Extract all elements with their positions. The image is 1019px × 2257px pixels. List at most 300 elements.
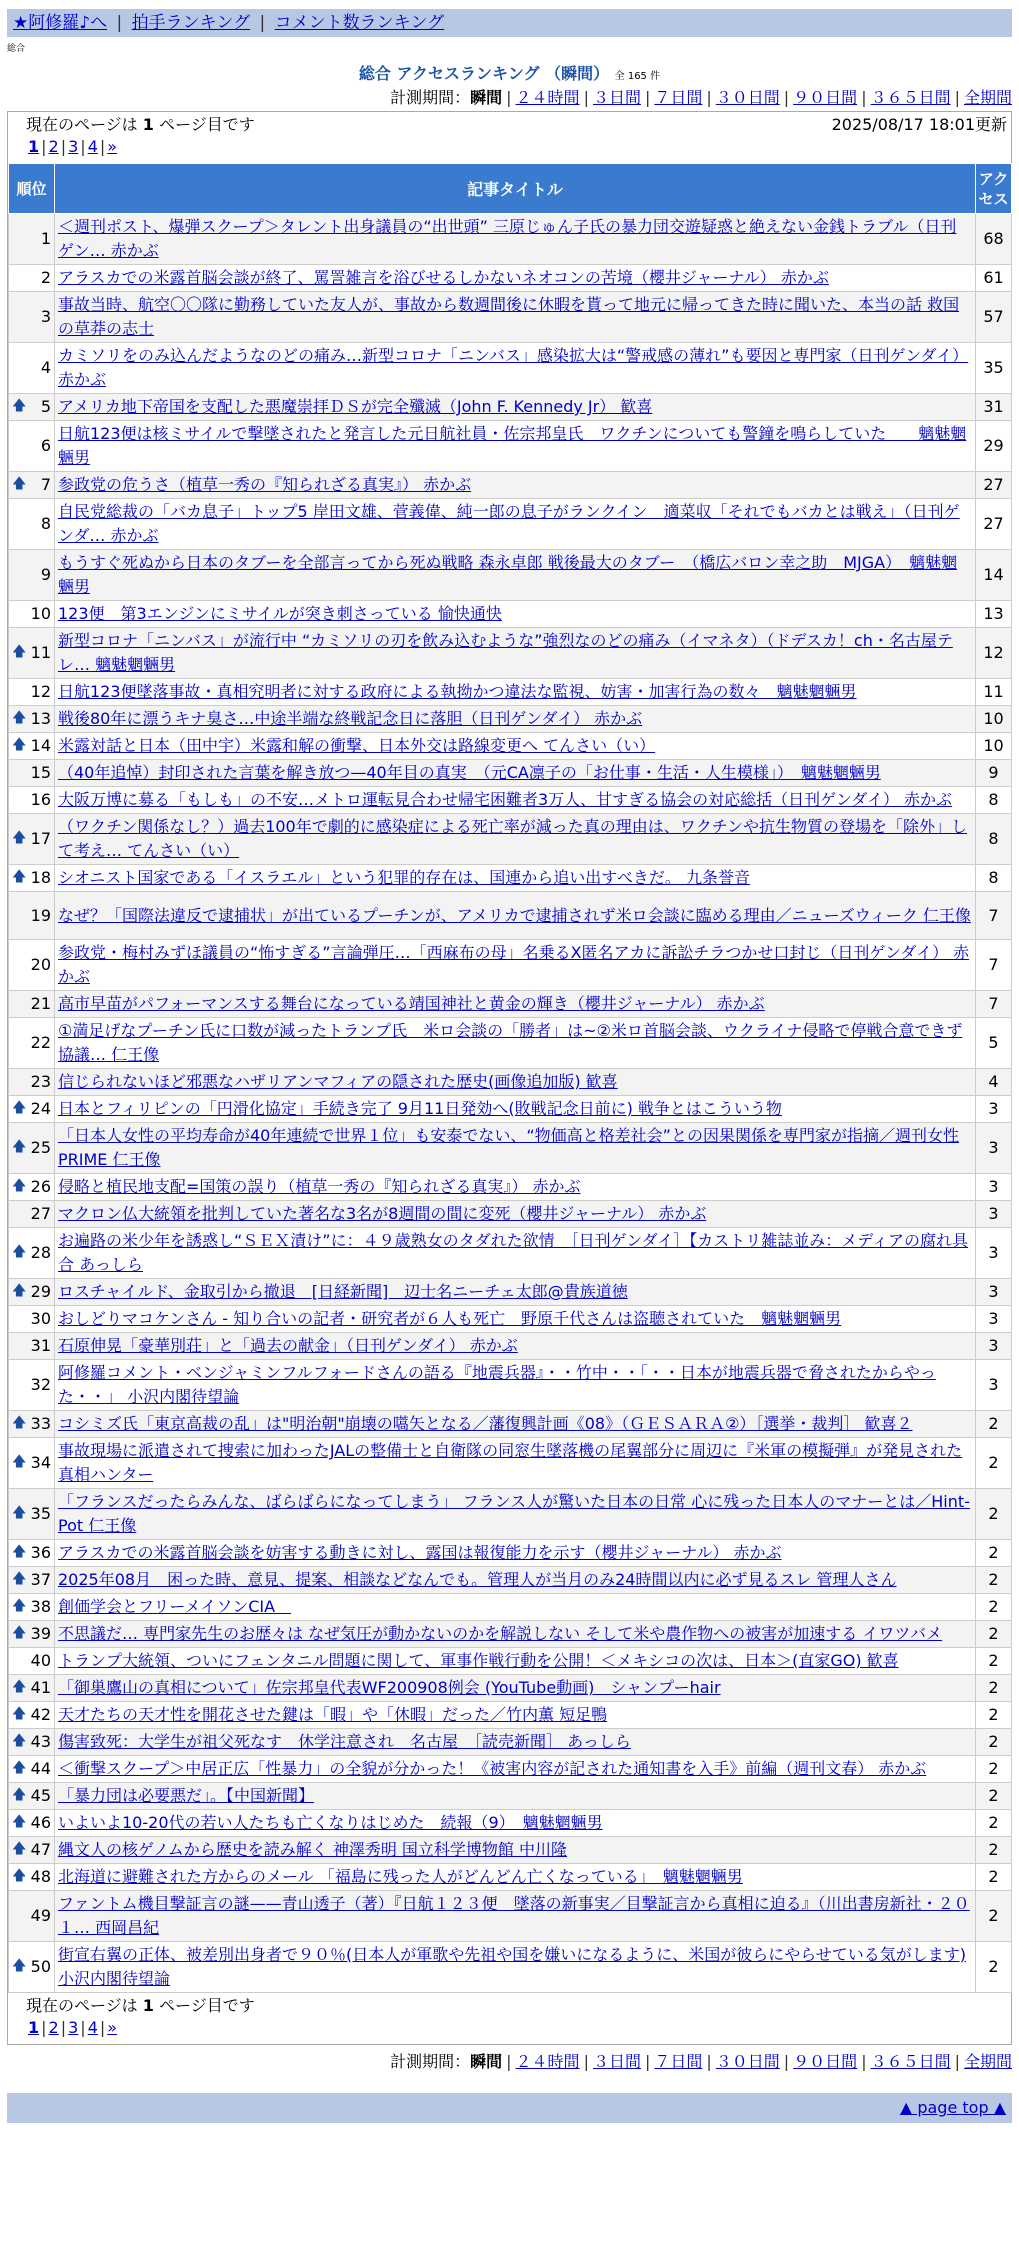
rank-cell (9, 1864, 55, 1891)
rank-up-arrow-icon: 🡅 (12, 1178, 27, 1194)
article-link[interactable]: 「御巣鷹山の真相について」佐宗邦皇代表WF200908例会 (YouTube動画) シャンプーhair (58, 1678, 721, 1697)
rank-cell (9, 550, 55, 601)
access-count: 2 (976, 1702, 1012, 1729)
period-link[interactable]: ７日間 (654, 2052, 703, 2071)
title-cell (55, 394, 976, 421)
access-count: 3 (976, 1228, 1012, 1279)
article-link[interactable]: アメリカ地下帝国を支配した悪魔崇拝ＤＳが完全殲滅（John F. Kennedy Jr） 歓喜 (58, 397, 653, 416)
period-link[interactable]: ７日間 (654, 88, 703, 107)
page-link[interactable]: 3 (68, 2018, 79, 2037)
rank-number: 17 (30, 829, 51, 848)
title-cell (55, 1594, 976, 1621)
title-header: 記事タイトル (55, 164, 976, 214)
access-count: 2 (976, 1756, 1012, 1783)
rank-cell (9, 940, 55, 991)
rank-up-arrow-icon: 🡅 (12, 1244, 27, 1260)
current-page-number: 1 (142, 1996, 154, 2015)
rank-up-arrow-icon: 🡅 (12, 398, 27, 414)
article-link[interactable]: 米露対話と日本（田中宇）米露和解の衝撃、日本外交は路線変更へ てんさい（い） (58, 736, 656, 755)
table-row (9, 706, 1012, 733)
period-separator: | (706, 2052, 712, 2071)
table-row (9, 1567, 1012, 1594)
table-row (9, 1837, 1012, 1864)
article-link[interactable]: 2025年08月 困った時、意見、提案、相談などなんでも。管理人が当月のみ24時間以内に必ず見るスレ 管理人さん (58, 1570, 897, 1589)
rank-up-arrow-icon: 🡅 (12, 1841, 27, 1857)
article-link[interactable]: ＜衝撃スクープ＞中居正広「性暴力」の全貌が分かった！《被害内容が記された通知書を入手》前編（週刊文春） 赤かぶ (58, 1759, 927, 1778)
nav-separator: | (116, 13, 123, 33)
table-row (9, 1729, 1012, 1756)
footer-bar (7, 2093, 1012, 2123)
rank-up-arrow-icon: 🡅 (12, 1706, 27, 1722)
rank-cell (9, 1174, 55, 1201)
page-link[interactable]: 2 (48, 137, 59, 156)
page-link-current[interactable]: 1 (28, 2018, 40, 2037)
access-count: 2 (976, 1729, 1012, 1756)
page-link-current[interactable]: 1 (28, 137, 40, 156)
period-separator: | (783, 2052, 790, 2071)
title-cell (55, 1837, 976, 1864)
nav-separator: | (259, 13, 266, 33)
rank-number: 19 (30, 905, 51, 925)
article-link[interactable]: 「暴力団は必要悪だ」。【中国新聞】 (58, 1786, 315, 1805)
article-link[interactable]: 北海道に避難された方からのメール 「福島に残った人がどんどん亡くなっている」 魑魅魍魎男 (58, 1867, 743, 1886)
article-link[interactable]: なぜ？「国際法違反で逮捕状」が出ているプーチンが、アメリカで逮捕されず米ロ会談に臨める理由／ニューズウィーク 仁王像 (58, 905, 971, 925)
rank-number: 15 (30, 763, 51, 782)
rank-cell (9, 706, 55, 733)
comment-ranking-link[interactable]: コメント数ランキング (274, 13, 445, 33)
rank-up-arrow-icon: 🡅 (12, 1544, 27, 1560)
title-cell (55, 1942, 976, 1993)
period-link[interactable]: ３６５日間 (870, 88, 951, 107)
title-cell (55, 1540, 976, 1567)
table-row (9, 1174, 1012, 1201)
title-cell (55, 1123, 976, 1174)
article-link[interactable]: ①満足げなプーチン氏に口数が減ったトランプ氏 米ロ会談の「勝者」は~②米ロ首脳会談、ウクライナ侵略で停戦合意できず 協議… 仁王像 (58, 1021, 963, 1064)
table-row (9, 394, 1012, 421)
access-count: 35 (976, 343, 1012, 394)
rank-number: 47 (30, 1840, 51, 1859)
title-cell (55, 628, 976, 679)
rank-number: 5 (40, 397, 51, 416)
rank-cell (9, 733, 55, 760)
period-link[interactable]: ３日間 (592, 2052, 641, 2071)
table-row (9, 991, 1012, 1018)
rank-up-arrow-icon: 🡅 (12, 1598, 27, 1614)
title-cell (55, 1174, 976, 1201)
access-count: 27 (976, 499, 1012, 550)
title-cell (55, 1306, 976, 1333)
period-label: 計測期間： (390, 88, 471, 107)
period-separator: | (861, 2052, 867, 2071)
table-row (9, 1096, 1012, 1123)
page-separator: | (80, 2018, 86, 2037)
table-row (9, 1942, 1012, 1993)
access-count: 27 (976, 472, 1012, 499)
table-row (9, 343, 1012, 394)
access-count: 12 (976, 628, 1012, 679)
title-cell (55, 1018, 976, 1069)
access-count: 8 (976, 814, 1012, 865)
rank-up-arrow-icon: 🡅 (12, 1415, 27, 1431)
rank-cell (9, 214, 55, 265)
title-cell (55, 1810, 976, 1837)
rank-cell (9, 1891, 55, 1942)
rank-cell (9, 1621, 55, 1648)
article-link[interactable]: アラスカでの米露首脳会談が終了、罵詈雑言を浴びせるしかないネオコンの苦境（櫻井ジャーナル） 赤かぶ (58, 268, 829, 287)
rank-number: 29 (30, 1282, 51, 1301)
access-count: 7 (976, 940, 1012, 991)
access-count: 2 (976, 1675, 1012, 1702)
table-row (9, 787, 1012, 814)
table-row (9, 679, 1012, 706)
period-link[interactable]: ２４時間 (515, 2052, 580, 2071)
page-separator: | (41, 137, 47, 156)
rank-number: 12 (30, 682, 51, 701)
table-row (9, 1333, 1012, 1360)
rank-cell (9, 265, 55, 292)
access-count: 57 (976, 292, 1012, 343)
rank-number: 50 (30, 1957, 51, 1976)
article-link[interactable]: 「日本人女性の平均寿命が40年連続で世界１位」も安泰でない、“物価高と格差社会”との因果関係を専門家が指摘／週刊女性PRIME 仁王像 (58, 1126, 959, 1169)
article-link[interactable]: 日航123便は核ミサイルで撃墜されたと発言した元日航社員・佐宗邦皇氏 ワクチンについても警鐘を鳴らしていた 魑魅魍魎男 (58, 424, 967, 467)
rank-number: 1 (40, 229, 51, 248)
article-link[interactable]: 街宣右翼の正体、被差別出身者で９０％(日本人が軍歌や先祖や国を嫌いになるように、米国が彼らにやらせている気がします) 小沢内閣待望論 (58, 1945, 967, 1988)
title-cell (55, 991, 976, 1018)
table-row (9, 1489, 1012, 1540)
table-row (9, 1306, 1012, 1333)
period-current: 瞬間 (470, 88, 503, 107)
ranking-title: 総合 アクセスランキング （瞬間） (358, 64, 610, 83)
article-link[interactable]: ＜週刊ポスト、爆弾スクープ＞タレント出身議員の“出世頭” 三原じゅん子氏の暴力団交遊疑惑と絶えない金銭トラブル（日刊ゲン… 赤かぶ (58, 217, 957, 260)
title-cell (55, 343, 976, 394)
title-cell (55, 1891, 976, 1942)
title-cell (55, 1489, 976, 1540)
page-link[interactable]: 4 (87, 2018, 98, 2037)
access-count: 2 (976, 1783, 1012, 1810)
rank-number: 20 (30, 955, 51, 974)
rank-number: 26 (30, 1177, 51, 1196)
rank-cell (9, 1594, 55, 1621)
period-link[interactable]: 全期間 (963, 88, 1012, 107)
rank-cell (9, 1675, 55, 1702)
title-cell (55, 214, 976, 265)
table-row (9, 865, 1012, 892)
rank-number: 33 (30, 1414, 51, 1433)
article-link[interactable]: 123便 第3エンジンにミサイルが突き刺さっている 愉快通快 (58, 604, 502, 623)
title-cell (55, 292, 976, 343)
article-link[interactable]: 参政党の危うさ（植草一秀の『知られざる真実』） 赤かぶ (58, 475, 472, 494)
access-count: 2 (976, 1540, 1012, 1567)
rank-up-arrow-icon: 🡅 (12, 1625, 27, 1641)
rank-cell (9, 1306, 55, 1333)
top-nav-bar (7, 9, 1012, 37)
period-separator: | (583, 88, 589, 107)
rank-number: 16 (30, 790, 51, 809)
pager-bottom (8, 1993, 1011, 2044)
rank-number: 45 (30, 1786, 51, 1805)
period-link[interactable]: ３日間 (592, 88, 641, 107)
period-link[interactable]: 全期間 (963, 2052, 1012, 2071)
title-cell (55, 1069, 976, 1096)
access-count: 7 (976, 991, 1012, 1018)
title-cell (55, 1096, 976, 1123)
period-link[interactable]: ２４時間 (515, 88, 580, 107)
article-link[interactable]: 阿修羅コメント・ベンジャミンフルフォードさんの語る『地震兵器』・・竹中・・「・・日本が地震兵器で脅されたからやった・・」 小沢内閣待望論 (58, 1363, 936, 1406)
title-cell (55, 1201, 976, 1228)
rank-up-arrow-icon: 🡅 (12, 1571, 27, 1587)
article-link[interactable]: 創価学会とフリーメイソンCIA (58, 1597, 292, 1616)
page-link[interactable]: 3 (68, 137, 79, 156)
page-separator: | (60, 2018, 67, 2037)
page-link[interactable]: » (107, 2018, 118, 2037)
rank-number: 21 (30, 994, 51, 1013)
table-row (9, 1675, 1012, 1702)
article-link[interactable]: マクロン仏大統領を批判していた著名な3名が8週間の間に変死（櫻井ジャーナル） 赤かぶ (58, 1204, 707, 1223)
table-row (9, 1438, 1012, 1489)
access-count: 2 (976, 1864, 1012, 1891)
page-link[interactable]: 4 (87, 137, 98, 156)
rank-number: 3 (40, 307, 51, 326)
table-row (9, 421, 1012, 472)
article-link[interactable]: 傷害致死：大学生が祖父死なす 休学注意され 名古屋 ［読売新聞］ あっしら (58, 1732, 631, 1751)
rank-up-arrow-icon: 🡅 (12, 1733, 27, 1749)
access-count: 2 (976, 1810, 1012, 1837)
access-count: 3 (976, 1201, 1012, 1228)
updated-time: 2025/08/17 18:01更新 (831, 115, 1007, 134)
article-link[interactable]: アラスカでの米露首脳会談を妨害する動きに対し、露国は報復能力を示す（櫻井ジャーナル） 赤かぶ (58, 1543, 782, 1562)
rank-up-arrow-icon: 🡅 (12, 1958, 27, 1974)
rank-cell (9, 1018, 55, 1069)
title-cell (55, 421, 976, 472)
rank-number: 24 (30, 1099, 51, 1118)
rank-cell (9, 1729, 55, 1756)
article-link[interactable]: 「フランスだったらみんな、ばらばらになってしまう」 フランス人が驚いた日本の日常 心に残った日本人のマナーとは／Hint-Pot 仁王像 (58, 1492, 970, 1535)
rank-cell (9, 1702, 55, 1729)
period-link[interactable]: ９０日間 (793, 88, 858, 107)
article-link[interactable]: もうすぐ死ぬから日本のタブーを全部言ってから死ぬ戦略 森永卓郎 戦後最大のタブー （橋広バロン幸之助 MJGA） 魑魅魍魎男 (58, 553, 958, 596)
rank-cell (9, 1096, 55, 1123)
clap-ranking-link[interactable]: 拍手ランキング (131, 13, 251, 33)
title-cell (55, 1783, 976, 1810)
rank-number: 49 (30, 1906, 51, 1925)
rank-cell (9, 1123, 55, 1174)
title-cell (55, 1228, 976, 1279)
access-count: 3 (976, 1279, 1012, 1306)
rank-number: 40 (30, 1651, 51, 1670)
table-row (9, 1621, 1012, 1648)
period-separator: | (783, 88, 790, 107)
title-cell (55, 601, 976, 628)
home-link[interactable]: ★阿修羅♪へ (13, 13, 108, 33)
page-separator: | (41, 2018, 47, 2037)
period-separator: | (644, 88, 651, 107)
period-separator: | (506, 2052, 512, 2071)
period-link[interactable]: ９０日間 (793, 2052, 858, 2071)
rank-up-arrow-icon: 🡅 (12, 1139, 27, 1155)
ranking-table (8, 163, 1012, 1993)
table-row (9, 628, 1012, 679)
rank-up-arrow-icon: 🡅 (12, 1505, 27, 1521)
article-link[interactable]: 戦後80年に漂うキナ臭さ…中途半端な終戦記念日に落胆（日刊ゲンダイ） 赤かぶ (58, 709, 643, 728)
access-count: 2 (976, 1594, 1012, 1621)
pager-top (8, 112, 1011, 163)
article-link[interactable]: 日航123便墜落事故・真相究明者に対する政府による執拗かつ違法な監視、妨害・加害行為の数々 魑魅魍魎男 (58, 682, 857, 701)
article-link[interactable]: 参政党・梅村みずほ議員の“怖すぎる”言論弾圧…「西麻布の母」名乗るX匿名アカに訴訟チラつかせ口封じ（日刊ゲンダイ） 赤かぶ (58, 943, 970, 986)
rank-cell (9, 499, 55, 550)
page-top-link[interactable]: ▲ page top ▲ (899, 2098, 1006, 2117)
article-link[interactable]: 新型コロナ「ニンバス」が流行中 “カミソリの刃を飲み込むような”強烈なのどの痛み（イマネタ）（ドデスカ！ch・名古屋テレ… 魑魅魍魎男 (58, 631, 953, 674)
article-link[interactable]: ファントム機目撃証言の謎——青山透子（著）『日航１２３便 墜落の新事実／目撃証言から真相に迫る』（川出書房新社・２０１… 西岡昌紀 (58, 1894, 970, 1937)
rank-number: 10 (30, 604, 51, 623)
rank-number: 9 (40, 565, 51, 584)
article-link[interactable]: 石原伸晃「豪華別荘」と「過去の献金」（日刊ゲンダイ） 赤かぶ (58, 1336, 518, 1355)
access-count: 2 (976, 1621, 1012, 1648)
title-cell (55, 940, 976, 991)
table-row (9, 1018, 1012, 1069)
period-link[interactable]: ３６５日間 (870, 2052, 951, 2071)
table-row (9, 1540, 1012, 1567)
article-link[interactable]: 自民党総裁の「バカ息子」トップ5 岸田文雄、菅義偉、純一郎の息子がランクイン 適菜収「それでもバカとは戦え」（日刊ゲンダ… 赤かぶ (58, 502, 960, 545)
page-links (26, 136, 1001, 158)
page-link[interactable]: » (107, 137, 118, 156)
rank-cell (9, 1540, 55, 1567)
period-link[interactable]: ３０日間 (715, 88, 780, 107)
article-link[interactable]: シオニスト国家である「イスラエル」という犯罪的存在は、国連から追い出すべきだ。 九条誉音 (58, 868, 750, 887)
title-cell (55, 865, 976, 892)
rank-cell (9, 1279, 55, 1306)
rank-cell (9, 1438, 55, 1489)
title-cell (55, 1702, 976, 1729)
title-cell (55, 892, 976, 940)
article-link[interactable]: 事故当時、航空〇〇隊に勤務していた友人が、事故から数週間後に休暇を貰って地元に帰ってきた時に聞いた、本当の話 救国の草莽の志士 (58, 295, 960, 338)
table-row (9, 1864, 1012, 1891)
rank-cell (9, 991, 55, 1018)
article-link[interactable]: 事故現場に派遣されて捜索に加わったJALの整備士と自衛隊の同窓生墜落機の尾翼部分に周辺に『米軍の模擬弾』が発見された 真相ハンター (58, 1441, 963, 1484)
article-link[interactable]: 不思議だ… 専門家先生のお歴々は なぜ気圧が動かないのかを解説しない そして米や農作物への被害が加速する イワツバメ (58, 1624, 943, 1643)
period-separator: | (583, 2052, 589, 2071)
rank-cell (9, 1783, 55, 1810)
title-cell (55, 1333, 976, 1360)
rank-up-arrow-icon: 🡅 (12, 830, 27, 846)
title-cell (55, 1621, 976, 1648)
article-link[interactable]: お遍路の米少年を誘惑し“ＳＥＸ漬け”に：４９歳熟女のタダれた欲情 ［日刊ゲンダイ］【カストリ雑誌並み：メディアの腐れ具合 あっしら (58, 1231, 969, 1274)
rank-number: 28 (30, 1243, 51, 1262)
page-separator: | (80, 137, 86, 156)
table-row (9, 1123, 1012, 1174)
rank-up-arrow-icon: 🡅 (12, 1760, 27, 1776)
current-page-number: 1 (142, 115, 154, 134)
article-link[interactable]: 大阪万博に募る「もしも」の不安…メトロ運転見合わせ帰宅困難者3万人、甘すぎる協会の対応総括（日刊ゲンダイ） 赤かぶ (58, 790, 952, 809)
article-link[interactable]: 信じられないほど邪悪なハザリアンマフィアの隠された歴史(画像追加版) 歓喜 (58, 1072, 618, 1091)
period-separator: | (706, 88, 712, 107)
rank-cell (9, 892, 55, 940)
access-count: 2 (976, 1411, 1012, 1438)
article-link[interactable]: カミソリをのみ込んだようなのどの痛み…新型コロナ「ニンバス」感染拡大は“警戒感の薄れ”も要因と専門家（日刊ゲンダイ） 赤かぶ (58, 346, 969, 389)
access-count: 8 (976, 865, 1012, 892)
title-cell (55, 1648, 976, 1675)
rank-cell (9, 1837, 55, 1864)
period-separator: | (644, 2052, 651, 2071)
page-title (0, 63, 1019, 85)
article-link[interactable]: 侵略と植民地支配=国策の誤り（植草一秀の『知られざる真実』） 赤かぶ (58, 1177, 581, 1196)
table-row (9, 1360, 1012, 1411)
page-link[interactable]: 2 (48, 2018, 59, 2037)
title-cell (55, 679, 976, 706)
table-row (9, 1228, 1012, 1279)
rank-up-arrow-icon: 🡅 (12, 1679, 27, 1695)
article-link[interactable]: （40年追悼）封印された言葉を解き放つ—40年目の真実 （元CA凛子の「お仕事・生活・人生模様」） 魑魅魍魎男 (58, 763, 881, 782)
rank-number: 11 (30, 643, 51, 662)
article-link[interactable]: 高市早苗がパフォーマンスする舞台になっている靖国神社と黄金の輝き（櫻井ジャーナル） 赤かぶ (58, 994, 765, 1013)
rank-cell (9, 292, 55, 343)
article-link[interactable]: 天才たちの天才性を開花させた鍵は「暇」や「休暇」だった／竹内薫 短足鴨 (58, 1705, 608, 1724)
article-link[interactable]: ロスチャイルド、金取引から撤退 [日経新聞] 辺士名ニーチェ太郎@貴族道徳 (58, 1282, 628, 1301)
period-link[interactable]: ３０日間 (715, 2052, 780, 2071)
rank-cell (9, 1942, 55, 1993)
rank-cell (9, 1360, 55, 1411)
table-row (9, 292, 1012, 343)
period-label: 計測期間： (390, 2052, 471, 2071)
article-link[interactable]: （ワクチン関係なし？）過去100年で劇的に感染症による死亡率が減った真の理由は、ワクチンや抗生物質の登場を「除外」して考え… てんさい（い） (58, 817, 967, 860)
rank-number: 39 (30, 1624, 51, 1643)
rank-number: 14 (30, 736, 51, 755)
current-page-text (26, 1995, 1001, 2017)
rank-cell (9, 343, 55, 394)
access-count: 8 (976, 787, 1012, 814)
article-link[interactable]: おしどりマコケンさん - 知り合いの記者・研究者が６人も死亡 野原千代さんは盗聴されていた 魑魅魍魎男 (58, 1309, 842, 1328)
rank-cell (9, 1489, 55, 1540)
current-page-prefix: 現在のページは (26, 115, 138, 134)
access-count: 2 (976, 1648, 1012, 1675)
current-page-suffix: ページ目です (159, 1996, 255, 2015)
rank-up-arrow-icon: 🡅 (12, 1283, 27, 1299)
table-row (9, 550, 1012, 601)
article-link[interactable]: 縄文人の核ゲノムから歴史を読み解く 神澤秀明 国立科学博物館 中川隆 (58, 1840, 568, 1859)
article-link[interactable]: 日本とフィリピンの「円滑化協定」手続き完了 9月11日発効へ(敗戦記念日前に) 戦争とはこういう物 (58, 1099, 782, 1118)
article-link[interactable]: コシミズ氏「東京高裁の乱」は"明治朝"崩壊の嚆矢となる／藩復興計画《08》（ＧＥＳＡＲＡ②）［選挙・裁判］ 歓喜２ (58, 1414, 913, 1433)
title-cell (55, 1360, 976, 1411)
title-cell (55, 1729, 976, 1756)
rank-up-arrow-icon: 🡅 (12, 869, 27, 885)
rank-cell (9, 865, 55, 892)
access-count: 31 (976, 394, 1012, 421)
table-row (9, 1648, 1012, 1675)
rank-number: 8 (40, 514, 51, 533)
rank-cell (9, 1069, 55, 1096)
rank-cell (9, 814, 55, 865)
access-count: 3 (976, 1174, 1012, 1201)
title-cell (55, 1411, 976, 1438)
access-count: 2 (976, 1942, 1012, 1993)
access-count: 10 (976, 706, 1012, 733)
rank-up-arrow-icon: 🡅 (12, 1100, 27, 1116)
rank-up-arrow-icon: 🡅 (12, 1787, 27, 1803)
table-row (9, 1594, 1012, 1621)
rank-cell (9, 1333, 55, 1360)
article-link[interactable]: トランプ大統領、ついにフェンタニル問題に関して、軍事作戦行動を公開！＜メキシコの次は、日本＞(直家GO) 歓喜 (58, 1651, 899, 1670)
rank-number: 35 (30, 1504, 51, 1523)
period-separator: | (861, 88, 867, 107)
rank-number: 30 (30, 1309, 51, 1328)
rank-cell (9, 1810, 55, 1837)
total-count: 全 165 件 (614, 71, 661, 82)
rank-number: 48 (30, 1867, 51, 1886)
access-count: 3 (976, 1360, 1012, 1411)
access-count: 14 (976, 550, 1012, 601)
rank-cell (9, 760, 55, 787)
article-link[interactable]: いよいよ10-20代の若い人たちも亡くなりはじめた 続報（9） 魑魅魍魎男 (58, 1813, 603, 1832)
access-count: 2 (976, 1567, 1012, 1594)
